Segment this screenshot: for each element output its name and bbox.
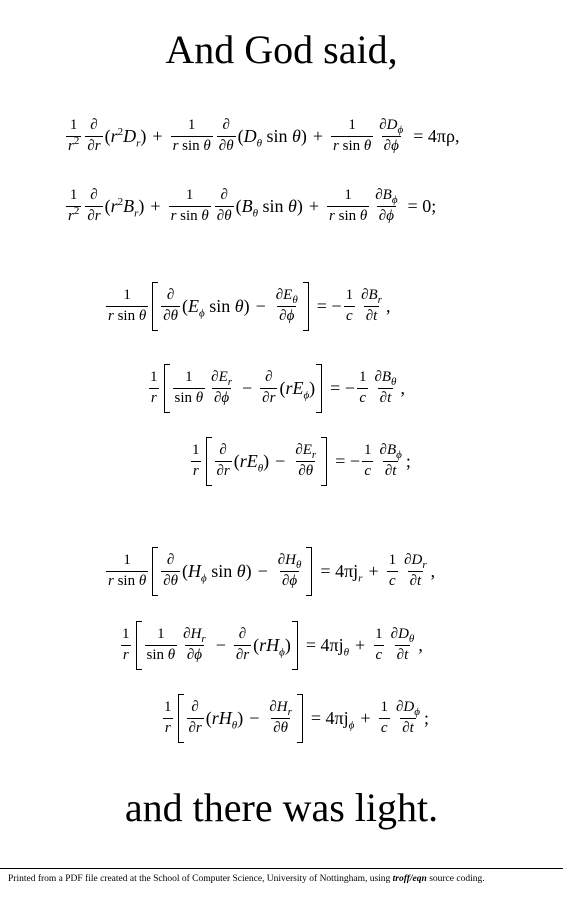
- equation-curl-h-phi: $\frac{1}{r}$ $\frac{\partial}{\partial r}$ $(rH_\theta)$ − $\frac{\partial H_r}{\partial\theta}$ = $4\pi j_\phi$ + $\frac{1}{c}$ $\frac{\partial D_\phi}{\partial t}$ ;: [164, 699, 429, 736]
- equation-curl-e-theta: $\frac{1}{r}$ $\frac{1}{\text{sin θ}}$ $\frac{\partial E_r}{\partial\phi}$ − $\frac{\partial}{\partial r}$ $(rE_\phi)$ = − $\frac{1}{c}$ $\frac{\partial B_\theta}{\partial t}$ ,: [150, 369, 405, 406]
- equation-curl-e-r: $\frac{1}{\text{r sin θ}}$ $\frac{\partial}{\partial\theta}$ ($E_\phi$ sin θ) − $\frac{\partial E_\theta}{\partial\phi}$ = − $\frac{1}{c}$ $\frac{\partial B_r}{\partial t}$ ,: [108, 287, 391, 324]
- footer-divider: [0, 868, 563, 869]
- footer-text: [8, 874, 485, 884]
- equation-curl-e-phi: $\frac{1}{r}$ $\frac{\partial}{\partial r}$ $(rE_\theta)$ − $\frac{\partial E_r}{\partial\theta}$ = − $\frac{1}{c}$ $\frac{\partial B_\phi}{\partial t}$ ;: [192, 442, 411, 479]
- equation-curl-h-theta: $\frac{1}{r}$ $\frac{1}{\text{sin θ}}$ $\frac{\partial H_r}{\partial\phi}$ − $\frac{\partial}{\partial r}$ $(rH_\phi)$ = $4\pi j_\theta$ + $\frac{1}{c}$ $\frac{\partial D_\theta}{\partial t}$ ,: [122, 626, 423, 663]
- footer-prefix: Printed from a PDF file created at the School of Computer Science, University of Nottingham, using: [8, 874, 393, 884]
- footer-suffix: source coding.: [426, 874, 485, 884]
- equation-div-d: $\frac{1}{r^2}$ $\frac{\partial}{\partial r}$ $(r^2D_r)$ + $\frac{1}{\text{r sin θ}}$ $\frac{\partial}{\partial\theta}$ ($D_\theta$ sin θ) + $\frac{1}{\text{r sin θ}}$ $\frac{\partial D_\phi}{\partial\phi}$ = 4πρ,: [68, 117, 460, 154]
- footer-tool: troff/eqn: [392, 874, 427, 884]
- equation-curl-h-r: $\frac{1}{\text{r sin θ}}$ $\frac{\partial}{\partial\theta}$ ($H_\phi$ sin θ) − $\frac{\partial H_\theta}{\partial\phi}$ = $4\pi j_r$ + $\frac{1}{c}$ $\frac{\partial D_r}{\partial t}$ ,: [108, 552, 436, 589]
- equation-div-b: $\frac{1}{r^2}$ $\frac{\partial}{\partial r}$ $(r^2B_r)$ + $\frac{1}{\text{r sin θ}}$ $\frac{\partial}{\partial\theta}$ ($B_\theta$ sin θ) + $\frac{1}{\text{r sin θ}}$ $\frac{\partial B_\phi}{\partial\phi}$ = 0;: [68, 187, 437, 224]
- title-and-god-said: And God said,: [165, 27, 398, 72]
- title-and-there-was-light: and there was light.: [124, 785, 439, 830]
